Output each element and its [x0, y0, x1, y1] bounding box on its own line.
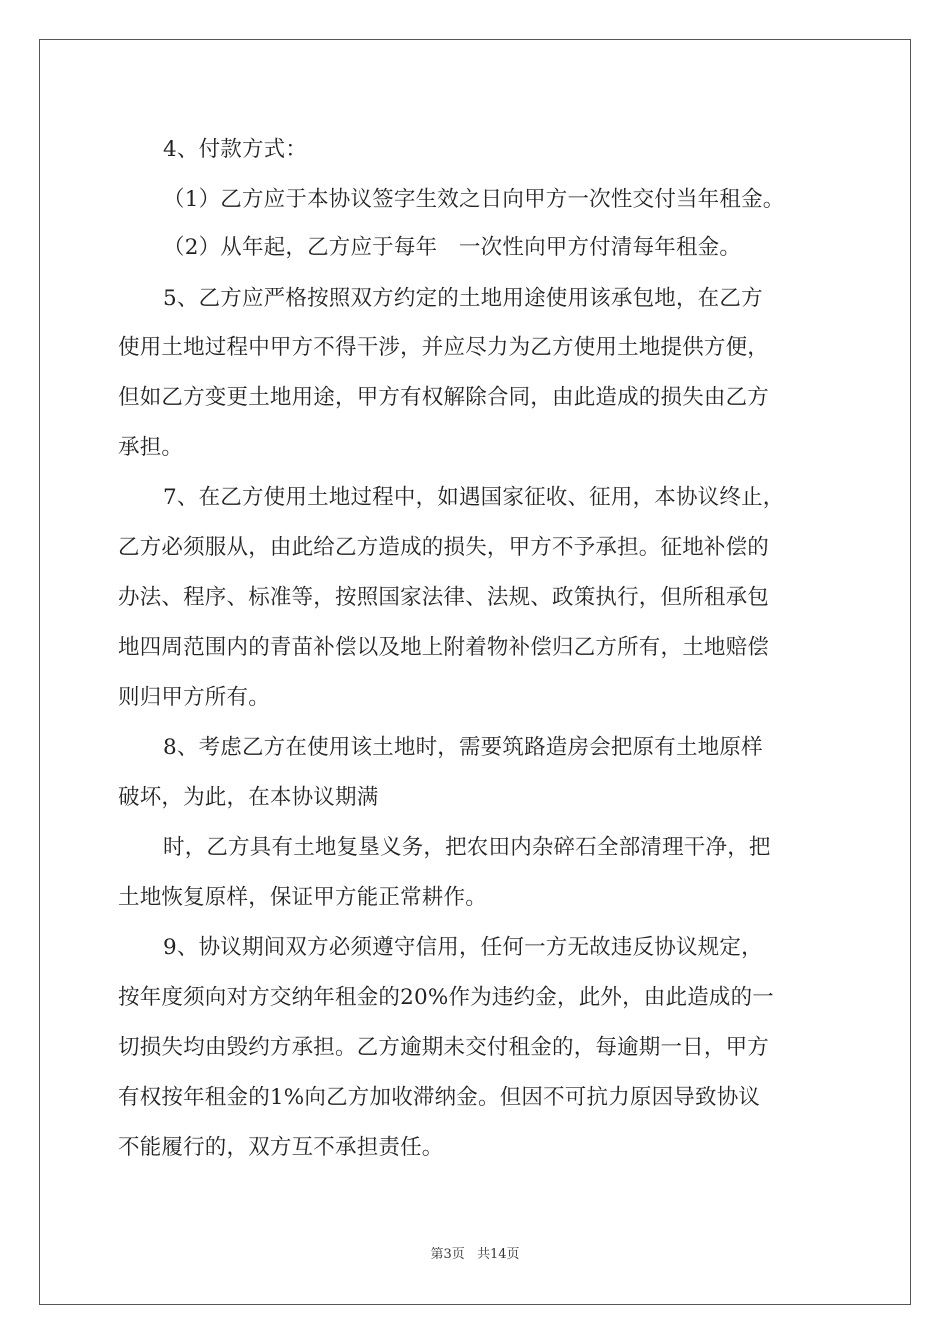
- paragraph-line: 时，乙方具有土地复垦义务，把农田内杂碎石全部清理干净，把: [163, 835, 771, 860]
- paragraph-line: 7、在乙方使用土地过程中，如遇国家征收、征用，本协议终止，: [163, 485, 785, 510]
- page-number: 第3页: [430, 1247, 465, 1262]
- paragraph-line: 切损失均由毁约方承担。乙方逾期未交付租金的，每逾期一日，甲方: [118, 1035, 770, 1060]
- page-total: 共14页: [476, 1247, 520, 1262]
- page-frame: [39, 39, 911, 1305]
- paragraph-line: 乙方必须服从，由此给乙方造成的损失，甲方不予承担。征地补偿的: [118, 535, 770, 560]
- paragraph-line: 承担。: [118, 435, 184, 460]
- paragraph-line: 4、付款方式：: [163, 137, 308, 162]
- paragraph-line: 但如乙方变更土地用途，甲方有权解除合同，由此造成的损失由乙方: [118, 385, 770, 410]
- paragraph-line: 办法、程序、标准等，按照国家法律、法规、政策执行，但所租承包: [118, 585, 770, 610]
- paragraph-line: （1）乙方应于本协议签字生效之日向甲方一次性交付当年租金。: [163, 187, 785, 212]
- paragraph-line: 土地恢复原样，保证甲方能正常耕作。: [118, 885, 487, 910]
- paragraph-line: 不能履行的，双方互不承担责任。: [118, 1135, 444, 1160]
- paragraph-line: 使用土地过程中甲方不得干涉，并应尽力为乙方使用土地提供方便，: [118, 335, 770, 360]
- paragraph-line: 5、乙方应严格按照双方约定的土地用途使用该承包地，在乙方: [163, 286, 763, 311]
- paragraph-line: 有权按年租金的1%向乙方加收滞纳金。但因不可抗力原因导致协议: [118, 1085, 761, 1110]
- paragraph-line: 8、考虑乙方在使用该土地时，需要筑路造房会把原有土地原样: [163, 735, 763, 760]
- paragraph-line: 9、协议期间双方必须遵守信用，任何一方无故违反协议规定，: [163, 935, 763, 960]
- page-footer: [0, 1246, 950, 1264]
- paragraph-line: 破坏，为此，在本协议期满: [118, 785, 379, 810]
- paragraph-line: 按年度须向对方交纳年租金的20%作为违约金，此外，由此造成的一: [118, 985, 774, 1010]
- paragraph-line: 地四周范围内的青苗补偿以及地上附着物补偿归乙方所有，土地赔偿: [118, 635, 770, 660]
- paragraph-line: 则归甲方所有。: [118, 685, 270, 710]
- paragraph-line: （2）从年起，乙方应于每年 一次性向甲方付清每年租金。: [163, 235, 742, 260]
